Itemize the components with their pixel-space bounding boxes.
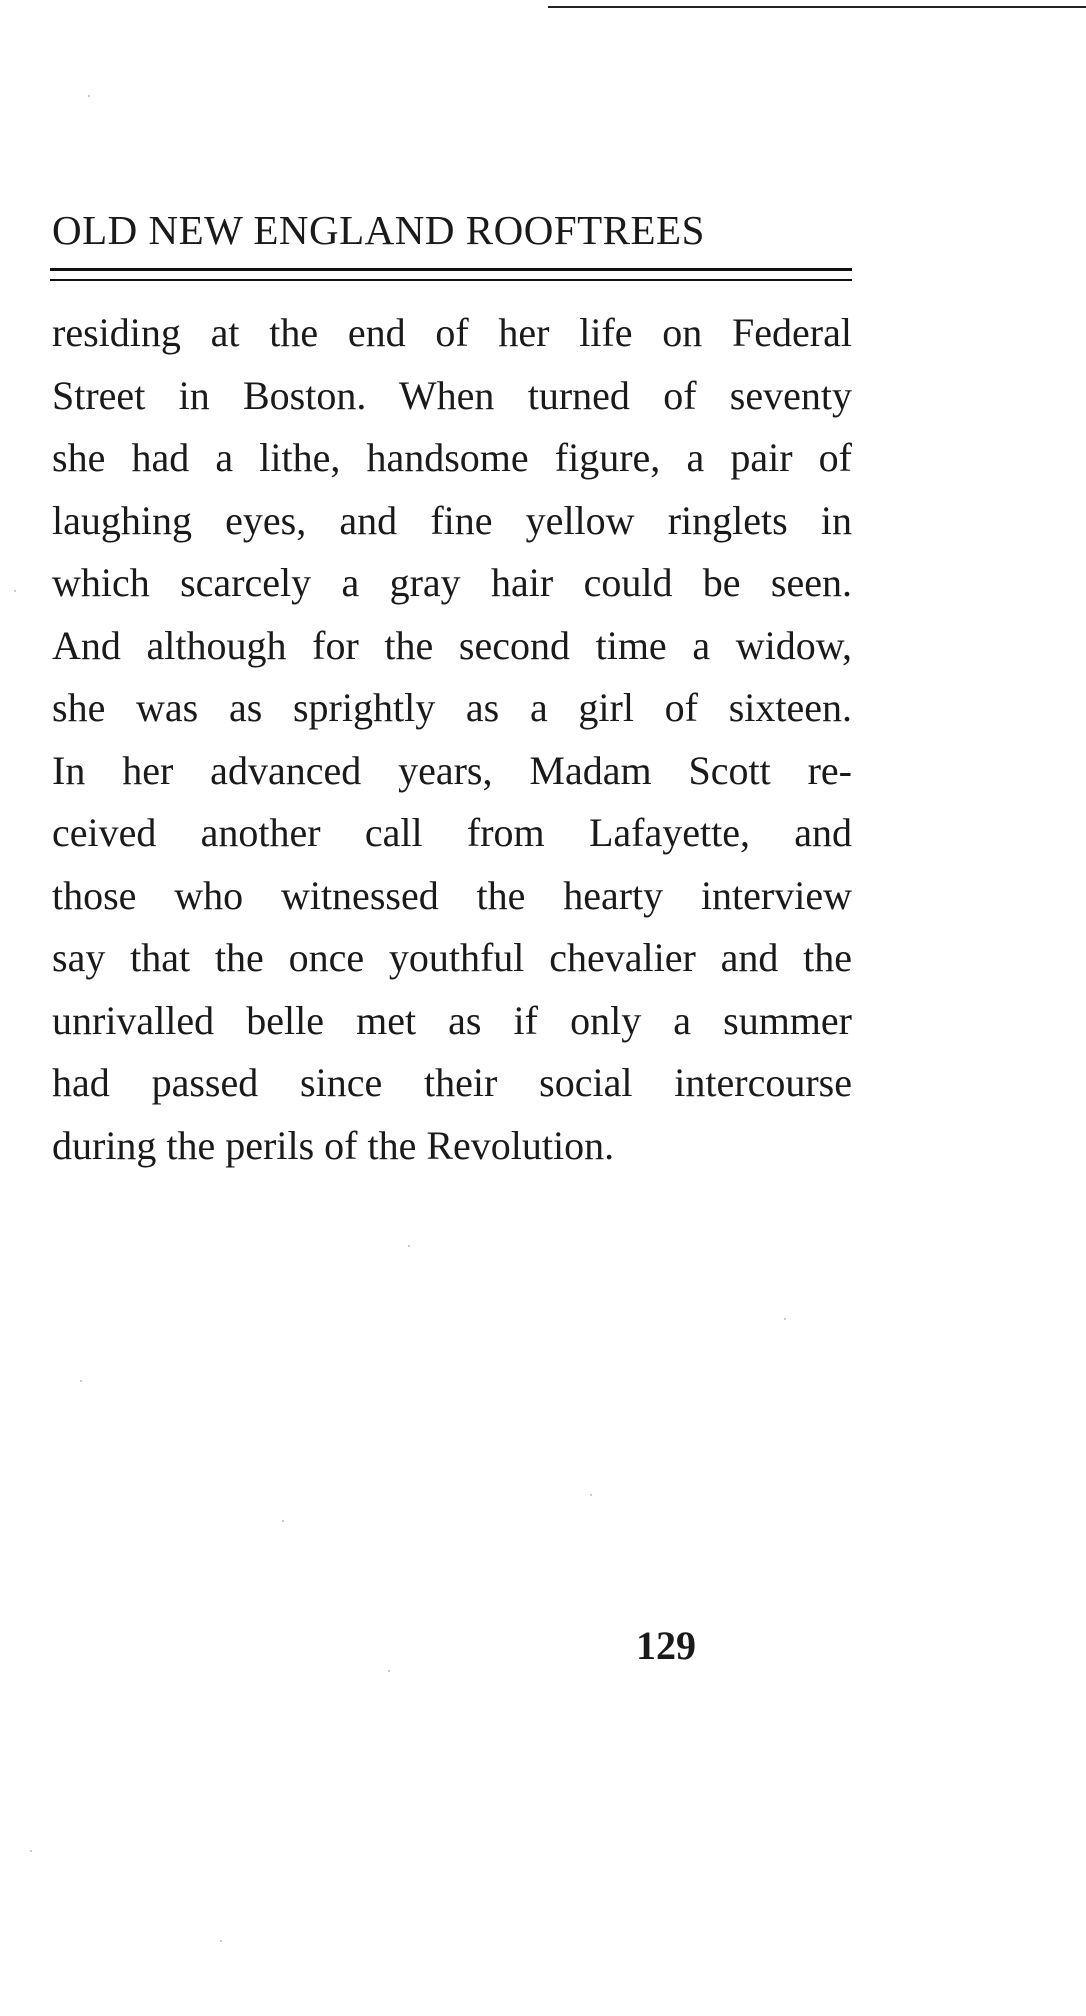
paper-speck: [590, 1494, 592, 1496]
text-line: In her advanced years, Madam Scott re-: [52, 747, 852, 793]
paper-speck: [88, 95, 90, 97]
paper-speck: [220, 1940, 222, 1942]
text-line: ceived another call from Lafayette, and: [52, 810, 852, 855]
body-paragraph: [52, 302, 852, 1177]
text-line: laughing eyes, and fine yellow ringlets in: [52, 497, 852, 543]
text-line: say that the once youthful chevalier and the: [52, 935, 852, 980]
top-edge-rule: [548, 6, 1086, 8]
paper-speck: [30, 1850, 32, 1852]
paper-speck: [408, 1245, 410, 1247]
header-rule-thin: [50, 279, 852, 281]
paper-speck: [14, 590, 16, 592]
paper-speck: [784, 1318, 786, 1320]
text-line: she had a lithe, handsome figure, a pair of: [52, 435, 852, 480]
text-line: Street in Boston. When turned of seventy: [52, 372, 852, 418]
paper-speck: [80, 1380, 82, 1382]
running-header: OLD NEW ENGLAND ROOFTREES: [52, 207, 705, 253]
page-number: 129: [636, 1623, 696, 1668]
header-rule-thick: [50, 268, 852, 271]
text-line: residing at the end of her life on Federal: [52, 310, 852, 355]
text-line: unrivalled belle met as if only a summer: [52, 997, 852, 1043]
paper-speck: [388, 1670, 390, 1672]
text-line: which scarcely a gray hair could be seen.: [52, 560, 852, 605]
text-line: during the perils of the Revolution.: [52, 1122, 615, 1168]
text-line: had passed since their social intercourse: [52, 1060, 852, 1105]
paper-speck: [282, 1520, 284, 1522]
text-line: those who witnessed the hearty interview: [52, 872, 852, 918]
text-line: And although for the second time a widow,: [52, 622, 852, 668]
text-line: she was as sprightly as a girl of sixteen.: [52, 685, 852, 730]
